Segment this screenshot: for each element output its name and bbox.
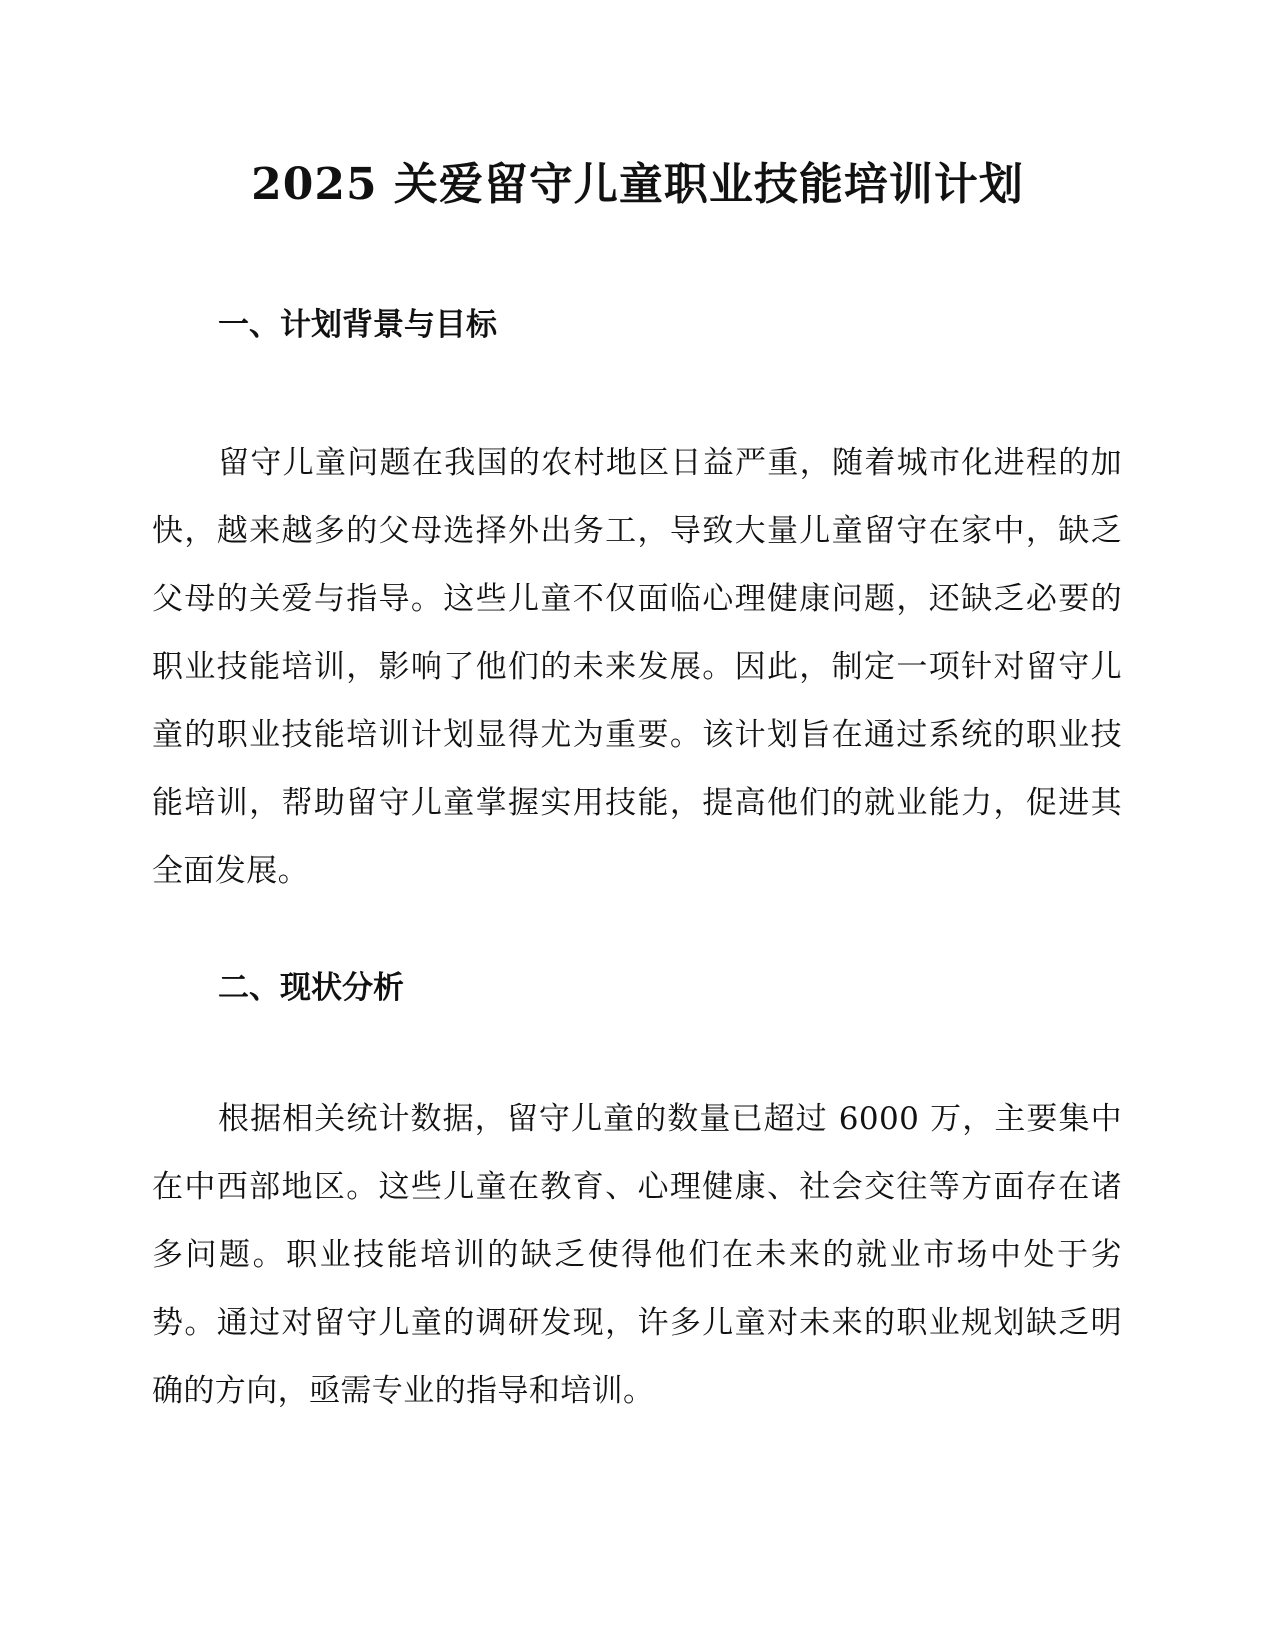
section-heading-analysis: 二、现状分析 (218, 970, 404, 1006)
page-title: 2025 关爱留守儿童职业技能培训计划 (251, 159, 1024, 210)
section-paragraph-background: 留守儿童问题在我国的农村地区日益严重，随着城市化进程的加快，越来越多的父母选择外出务工，导致大量儿童留守在家中，缺乏父母的关爱与指导。这些儿童不仅面临心理健康问题，还缺乏必要的职业技能培训，影响了他们的未来发展。因此，制定一项针对留守儿童的职业技能培训计划显得尤为重要。该计划旨在通过系统的职业技能培训，帮助留守儿童掌握实用技能，提高他们的就业能力，促进其全面发展。 (152, 445, 1122, 889)
section-heading-background: 一、计划背景与目标 (218, 307, 497, 343)
section-paragraph-analysis: 根据相关统计数据，留守儿童的数量已超过 6000 万，主要集中在中西部地区。这些儿童在教育、心理健康、社会交往等方面存在诸多问题。职业技能培训的缺乏使得他们在未来的就业市场中处于劣势。通过对留守儿童的调研发现，许多儿童对未来的职业规划缺乏明确的方向，亟需专业的指导和培训。 (152, 1101, 1122, 1409)
